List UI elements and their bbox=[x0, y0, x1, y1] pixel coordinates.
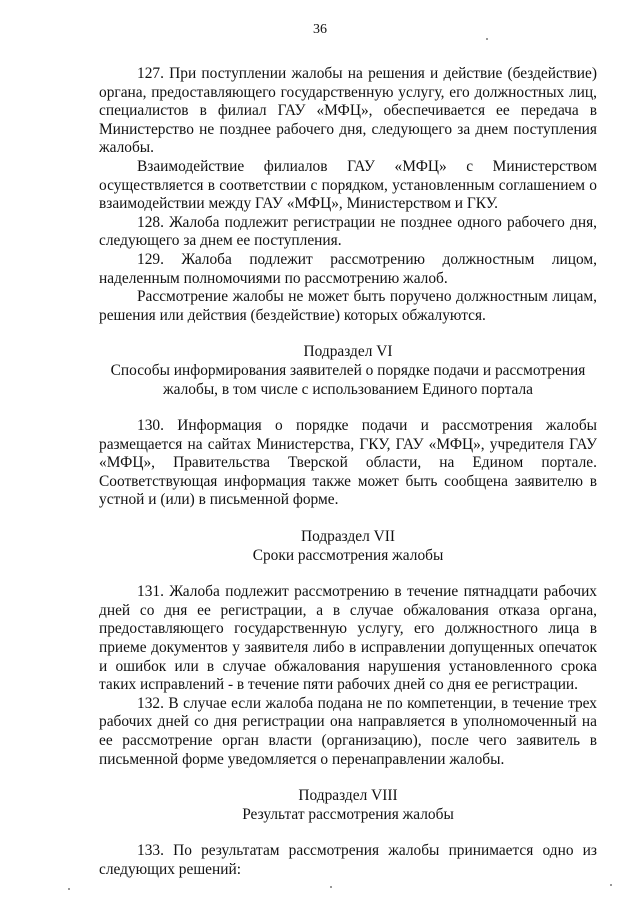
subsection-8-label: Подраздел VIII bbox=[298, 787, 398, 805]
subsection-6-label: Подраздел VI bbox=[303, 343, 393, 361]
subsection-7-title: Сроки рассмотрения жалобы bbox=[252, 546, 444, 564]
paragraph-interaction: Взаимодействие филиалов ГАУ «МФЦ» с Министерством осуществляется в соответствии с порядком, установленным соглашением о взаимодействии между ГАУ «МФЦ», Министерством и ГКУ. bbox=[99, 157, 597, 213]
scan-speck bbox=[68, 888, 70, 890]
subsection-7-label: Подраздел VII bbox=[300, 528, 396, 546]
paragraph-129: 129. Жалоба подлежит рассмотрению должностным лицом, наделенным полномочиями по рассмотрению жалоб. bbox=[99, 250, 597, 287]
subsection-8-title: Результат рассмотрения жалобы bbox=[242, 805, 454, 823]
scan-speck bbox=[610, 884, 612, 886]
paragraph-130: 130. Информация о порядке подачи и рассмотрения жалобы размещается на сайтах Министерства, ГКУ, ГАУ «МФЦ», учредителя ГАУ «МФЦ», Правительства Тверской области, на Едином портале. Соответствующая информация также может быть сообщена заявителю в устной и (или) в письменной форме. bbox=[99, 417, 597, 509]
paragraph-review-restriction: Рассмотрение жалобы не может быть поручено должностным лицам, решения или действия (бездействие) которых обжалуются. bbox=[99, 288, 597, 324]
paragraph-133: 133. По результатам рассмотрения жалобы принимается одно из следующих решений: bbox=[99, 842, 597, 878]
scan-speck bbox=[486, 38, 488, 40]
paragraph-128: 128. Жалоба подлежит регистрации не позднее одного рабочего дня, следующего за днем ее поступления. bbox=[99, 213, 597, 250]
paragraph-127: 127. При поступлении жалобы на решения и действие (бездействие) органа, предоставляющего государственную услугу, его должностных лиц, специалистов в филиал ГАУ «МФЦ», обеспечивается ее передача в Министерство не позднее рабочего дня, следующего за днем поступления жалобы. bbox=[99, 65, 597, 157]
paragraph-132: 132. В случае если жалоба подана не по компетенции, в течение трех рабочих дней со дня регистрации она направляется в уполномоченный на ее рассмотрение орган власти (организацию), после чего заявитель в письменной форме уведомляется о перенаправлении жалобы. bbox=[99, 694, 597, 768]
paragraph-131: 131. Жалоба подлежит рассмотрению в течение пятнадцати рабочих дней со дня ее регистрации, а в случае обжалования отказа органа, предоставляющего государственную услугу, его должностного лица в приеме документов у заявителя либо в исправлении допущенных опечаток и ошибок или в случае обжалования нарушения установленного срока таких исправлений - в течение пяти рабочих дней со дня ее регистрации. bbox=[99, 583, 597, 694]
page-number: 36 bbox=[313, 22, 327, 37]
subsection-6-title: Способы информирования заявителей о порядке подачи и рассмотрения жалобы, в том числе с использованием Единого портала bbox=[110, 361, 586, 398]
document-body bbox=[99, 65, 597, 880]
scan-speck bbox=[330, 886, 332, 888]
